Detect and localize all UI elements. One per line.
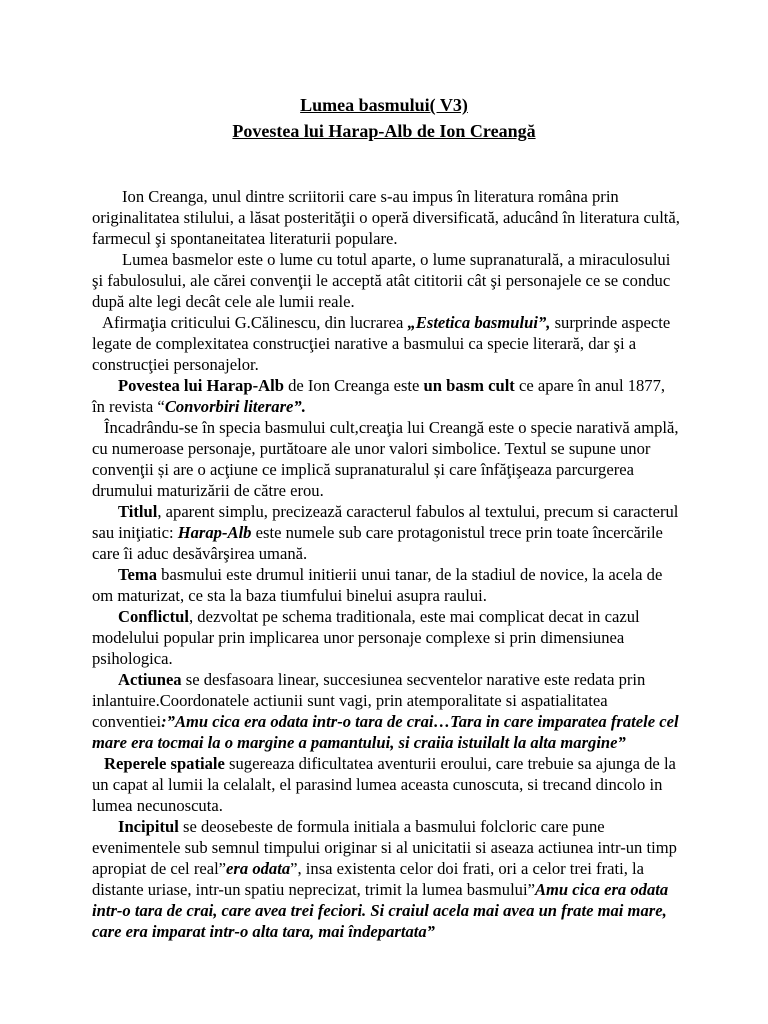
document-body [92,186,680,942]
paragraph-reperele-spatiale [92,753,680,816]
text-run: ”, insa existenta celor doi frati, ori a celor trei frati, la distante uriase, intr-un spatiu neprecizat, trimit la lumea basmului” [92,859,644,899]
text-run: de Ion Creanga este [283,376,424,395]
quote-amu-cica: :”Amu cica era odata intr-o tara de crai…Tara in care imparatea fratele cel mare era tocmai la o margine a pamantului, si craiia istuilalt la alta margine” [92,712,679,752]
keyword-tema: Tema [118,565,158,584]
keyword-conflictul: Conflictul [118,607,189,626]
paragraph-tema [92,564,680,606]
paragraph-lumea-basmelor: Lumea basmelor este o lume cu totul aparte, o lume supranaturală, a miraculosului şi fabulosului, ale cărei convenţii le acceptă atât cititorii cât şi personajele ce se conduc după alte legi decât cele ale lumii reale. [92,250,671,311]
title-line-1: Lumea basmului( V3) [300,95,468,115]
paragraph-intro: Ion Creanga, unul dintre scriitorii care s-au impus în literatura româna prin originalitatea stilului, a lăsat posterităţii o operă diversificată, aducând în literatura cultă, farmecul şi spontaneitatea literaturii populare. [92,187,680,248]
text-run: surprinde aspecte legate de complexitatea construcţiei narative a basmului ca specie literară, dar şi a construcţiei personajelor. [92,313,671,374]
paragraph-incipitul [92,816,680,942]
keyword-titlul: Titlul [118,502,158,521]
title-line-2: Povestea lui Harap-Alb de Ion Creangă [232,121,536,141]
paragraph-conflictul [92,606,680,669]
keyword-actiunea: Actiunea [118,670,182,689]
emphasis-era-odata: era odata [226,859,291,878]
emphasis-convorbiri-literare: Convorbiri literare”. [164,397,306,416]
keyword-incipitul: Incipitul [118,817,179,836]
paragraph-calinescu [92,312,680,375]
text-run: este numele sub care protagonistul trece prin toate încercările care îi aduc desăvârşirea umană. [92,523,663,563]
text-run: se desfasoara linear, succesiunea secventelor narative este redata prin inlantuire.Coordonatele actiunii sunt vagi, prin atemporalitate si aspatialitatea conventiei [92,670,646,731]
emphasis-basm-cult: un basm cult [423,376,515,395]
emphasis-harap-alb: Harap-Alb [177,523,252,542]
emphasis-estetica-basmului: „Estetica basmului”, [407,313,551,332]
paragraph-titlul [92,501,680,564]
text-run: sugereaza dificultatea aventurii eroului, care trebuie sa ajunga de la un capat al lumii la celalalt, el parasind lumea aceasta cunoscuta, si trecand dincolo in lumea necunoscuta. [92,754,676,815]
text-run: basmului este drumul initierii unui tanar, de la stadiul de novice, la acela de om maturizat, ce sta la baza tiumfului binelui asupra raului. [92,565,663,605]
text-run: se deosebeste de formula initiala a basmului folcloric care pune evenimentele sub semnul timpului originar si al unicitatii si aseaza actiunea intr-un timp apropiat de cel real” [92,817,677,878]
emphasis-povestea-title: Povestea lui Harap-Alb [118,376,284,395]
text-run: ce apare în anul 1877, în revista “ [92,376,666,416]
document-title [0,92,768,144]
text-run: Afirmaţia criticului G.Călinescu, din lucrarea [102,313,408,332]
paragraph-incadrare: Încadrându-se în specia basmului cult,creaţia lui Creangă este o specie narativă amplă, cu numeroase personaje, purtătoare ale unor valori simbolice. Textul se supune unor convenţii și are o acţiune ce implică supranaturalul și care înfăţişeaza parcurgerea drumului maturizării de către erou. [92,418,679,500]
paragraph-povestea [92,375,680,417]
paragraph-actiunea [92,669,680,753]
quote-trei-feciori: Amu cica era odata intr-o tara de crai, care avea trei feciori. Si craiul acela mai avea un frate mai mare, care era imparat intr-o alta tara, mai îndepartata” [92,880,669,941]
keyword-reperele-spatiale: Reperele spatiale [104,754,225,773]
text-run: , aparent simplu, precizează caracterul fabulos al textului, precum si caracterul sau iniţiatic: [92,502,679,542]
text-run: , dezvoltat pe schema traditionala, este mai complicat decat in cazul modelului popular prin implicarea unor personaje complexe si prin dimensiunea psihologica. [92,607,640,668]
